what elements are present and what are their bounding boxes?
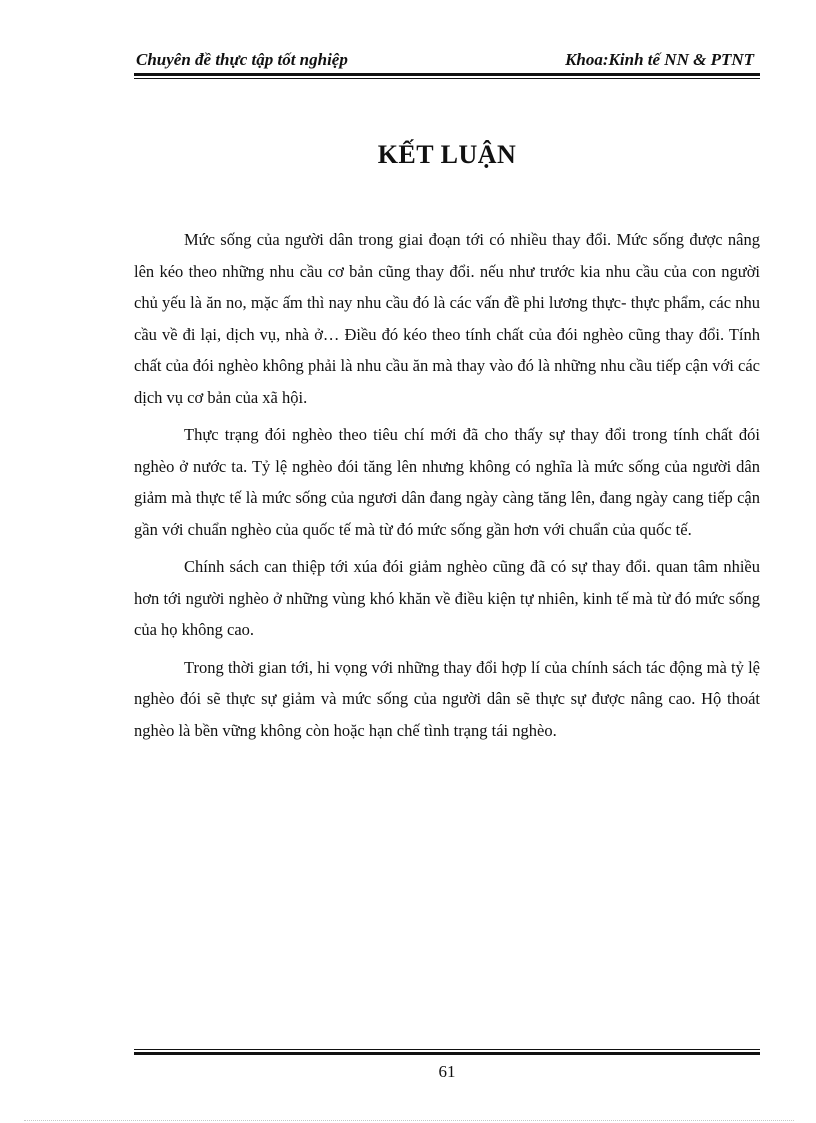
paragraph-4: Trong thời gian tới, hi vọng với những thay đổi hợp lí của chính sách tác động mà tỷ lệ nghèo đói sẽ thực sự giảm và mức sống của người dân sẽ thực sự được nâng cao. Hộ thoát nghèo là bền vững không còn hoặc hạn chế tình trạng tái nghèo. bbox=[134, 657, 760, 740]
running-header bbox=[134, 48, 760, 74]
paragraph-1: Mức sống của người dân trong giai đoạn tới có nhiều thay đổi. Mức sống được nâng lên kéo theo những nhu cầu cơ bản cũng thay đổi. nếu như trước kia nhu cầu của con người chủ yếu là ăn no, mặc ấm thì nay nhu cầu đó là các vấn đề phi lương thực- thực phẩm, các nhu cầu về đi lại, dịch vụ, nhà ở… Điều đó kéo theo tính chất của đói nghèo cũng thay đổi. Tính chất của đói nghèo không phải là nhu cầu ăn mà thay vào đó là những nhu cầu tiếp cận với các dịch vụ cơ bản của xã hội. bbox=[134, 230, 760, 407]
paragraph-3: Chính sách can thiệp tới xúa đói giảm nghèo cũng đã có sự thay đổi. quan tâm nhiều hơn tới người nghèo ở những vùng khó khăn về điều kiện tự nhiên, kinh tế mà từ đó mức sống của họ không cao. bbox=[134, 557, 760, 639]
paragraph-2: Thực trạng đói nghèo theo tiêu chí mới đã cho thấy sự thay đổi trong tính chất đói nghèo ở nước ta. Tỷ lệ nghèo đói tăng lên nhưng không có nghĩa là mức sống của người dân giảm mà thực tế là mức sống của ngươi dân đang ngày càng tăng lên, đang ngày cang tiếp cận gần với chuẩn nghèo của quốc tế mà từ đó mức sống gần hơn với chuẩn của quốc tế. bbox=[134, 425, 760, 539]
document-body bbox=[134, 224, 760, 752]
page-bottom-edge bbox=[24, 1120, 794, 1121]
footer-divider-thick bbox=[134, 1052, 760, 1055]
page-number: 61 bbox=[438, 1062, 456, 1081]
header-divider-thick bbox=[134, 73, 760, 76]
header-faculty-label: Khoa:Kinh tế NN & PTNT bbox=[565, 50, 754, 69]
header-thesis-label: Chuyên đề thực tập tốt nghiệp bbox=[136, 50, 348, 69]
footer-divider-thin bbox=[134, 1049, 760, 1050]
header-divider-thin bbox=[134, 78, 760, 79]
page-title: KẾT LUẬN bbox=[377, 140, 517, 169]
